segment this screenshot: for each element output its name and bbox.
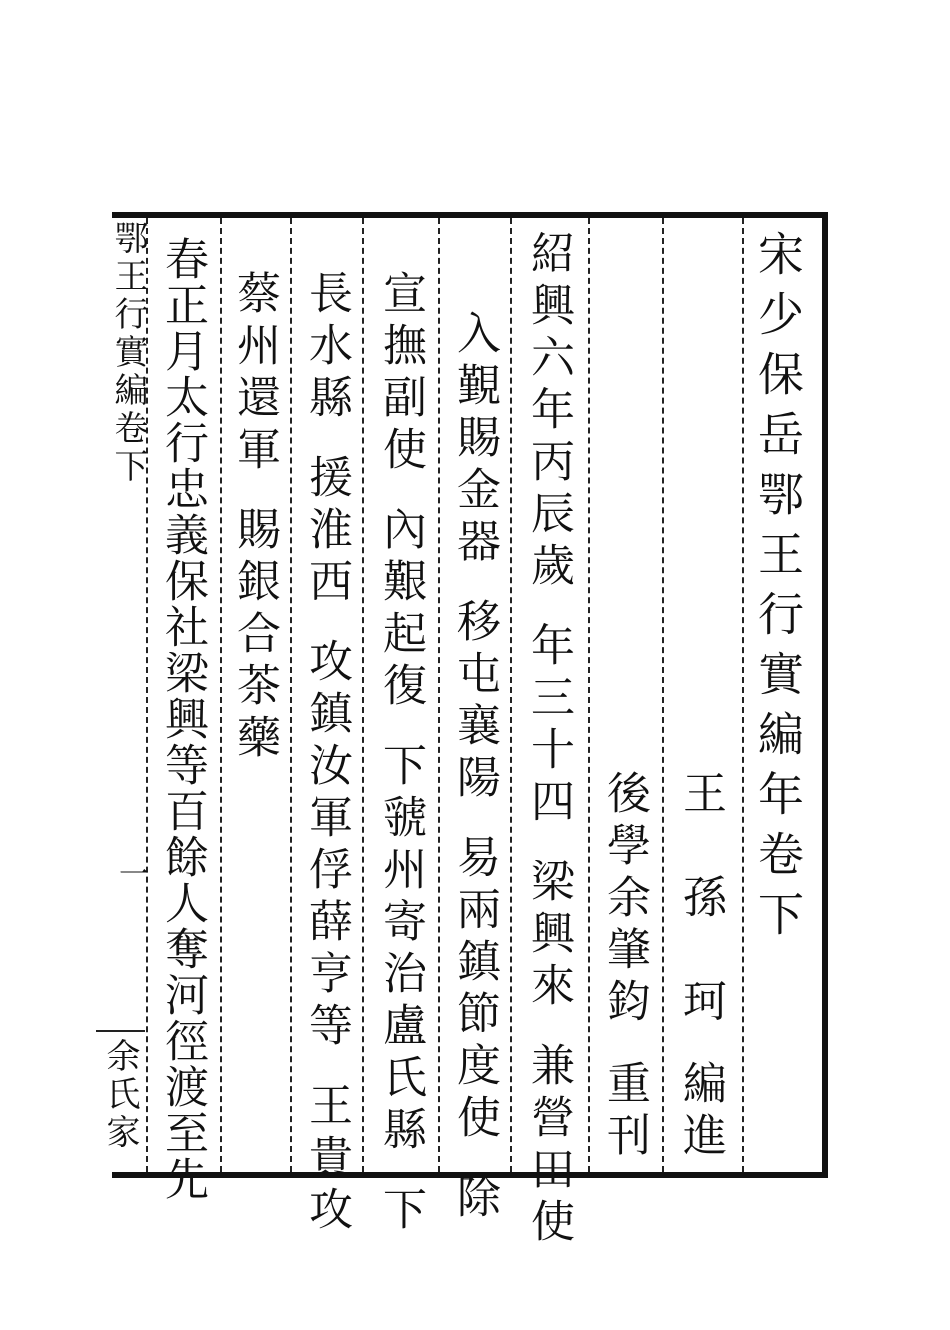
- column-divider: [742, 218, 744, 1172]
- reprinter-name: 後學余肇鈞: [599, 770, 650, 1030]
- text-segment: 年三十四: [523, 622, 574, 830]
- body-line-4: [301, 270, 352, 1238]
- body-line-1: [523, 230, 574, 1250]
- text-segment: 下虢州寄治盧氏縣: [375, 742, 426, 1158]
- reprinter-role: 重刊: [599, 1060, 650, 1164]
- text-segment: 入覲賜金器: [449, 310, 500, 570]
- text-segment: 移屯襄陽: [449, 598, 500, 806]
- column-divider: [438, 218, 440, 1172]
- text-segment: 援淮西: [301, 454, 352, 610]
- credit-reprinter: [599, 770, 650, 1164]
- column-divider: [510, 218, 512, 1172]
- body-line-3: [375, 270, 426, 1238]
- margin-book-title: 鄂王行實編卷下: [108, 220, 148, 486]
- text-segment: 攻鎮汝軍俘薛亨等: [301, 638, 352, 1054]
- margin-publisher: 余氏家: [96, 1030, 145, 1152]
- credit-compiler: [675, 770, 726, 1164]
- text-segment: 內艱起復: [375, 506, 426, 714]
- text-segment: 除: [449, 1174, 500, 1226]
- text-segment: 紹興六年丙辰歲: [523, 230, 574, 594]
- text-segment: 賜銀合茶藥: [229, 506, 280, 766]
- text-segment: 蔡州還軍: [229, 270, 280, 478]
- text-segment: 梁興來: [523, 858, 574, 1014]
- text-segment: 長水縣: [301, 270, 352, 426]
- compiler-name: 王 孫 珂: [675, 770, 726, 1030]
- text-segment: 兼營田使: [523, 1042, 574, 1250]
- column-divider: [290, 218, 292, 1172]
- column-divider: [662, 218, 664, 1172]
- text-segment: 宣撫副使: [375, 270, 426, 478]
- text-segment: 下: [375, 1186, 426, 1238]
- column-divider: [220, 218, 222, 1172]
- column-divider: [588, 218, 590, 1172]
- page-title: 宋少保岳鄂王行實編年卷下: [751, 230, 805, 950]
- compiler-role: 編進: [675, 1060, 726, 1164]
- body-line-6: 春正月太行忠義保社梁興等百餘人奪河徑渡至先: [157, 236, 208, 1202]
- body-line-5: [229, 270, 280, 766]
- body-line-2: [449, 310, 500, 1226]
- text-segment: 易兩鎮節度使: [449, 834, 500, 1146]
- margin-page-number: 一: [113, 858, 148, 888]
- column-divider: [362, 218, 364, 1172]
- right-border-rule: [822, 212, 828, 1178]
- text-segment: 王貴攻: [301, 1082, 352, 1238]
